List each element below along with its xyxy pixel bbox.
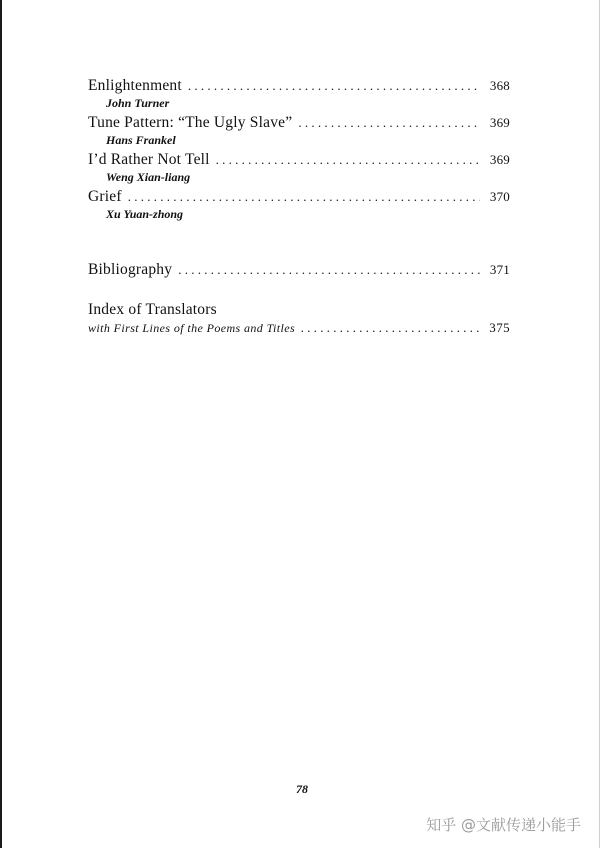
entry-translator: Xu Yuan-zhong	[106, 207, 184, 221]
bibliography-page: 371	[489, 262, 510, 277]
page-number: 78	[296, 782, 308, 796]
toc-entry	[88, 150, 510, 185]
dot-leader	[178, 260, 480, 280]
dot-leader	[301, 320, 480, 336]
index-title: Index of Translators	[88, 301, 217, 318]
entry-page: 369	[489, 152, 510, 167]
bibliography-entry	[88, 260, 510, 280]
entry-translator: Hans Frankel	[106, 133, 176, 147]
toc-entry	[88, 113, 510, 148]
table-of-contents	[88, 76, 510, 336]
toc-entry	[88, 76, 510, 111]
entry-title: Tune Pattern: “The Ugly Slave”	[88, 114, 293, 131]
dot-leader	[188, 76, 480, 96]
entry-page: 369	[489, 115, 510, 130]
entry-title: I’d Rather Not Tell	[88, 151, 210, 168]
entry-page: 370	[489, 189, 510, 204]
entry-title: Enlightenment	[88, 77, 182, 94]
dot-leader	[216, 150, 480, 170]
bibliography-title: Bibliography	[88, 261, 173, 278]
watermark: 知乎 @文献传递小能手	[426, 816, 581, 834]
entry-page: 368	[489, 78, 510, 93]
toc-entry	[88, 187, 510, 222]
dot-leader	[298, 113, 480, 133]
dot-leader	[128, 187, 480, 207]
index-subtitle: with First Lines of the Poems and Titles	[88, 321, 296, 335]
entry-translator: John Turner	[106, 96, 170, 110]
entry-translator: Weng Xian-liang	[106, 170, 191, 184]
index-entry	[88, 300, 510, 336]
entry-title: Grief	[88, 188, 122, 205]
index-page: 375	[489, 320, 510, 335]
